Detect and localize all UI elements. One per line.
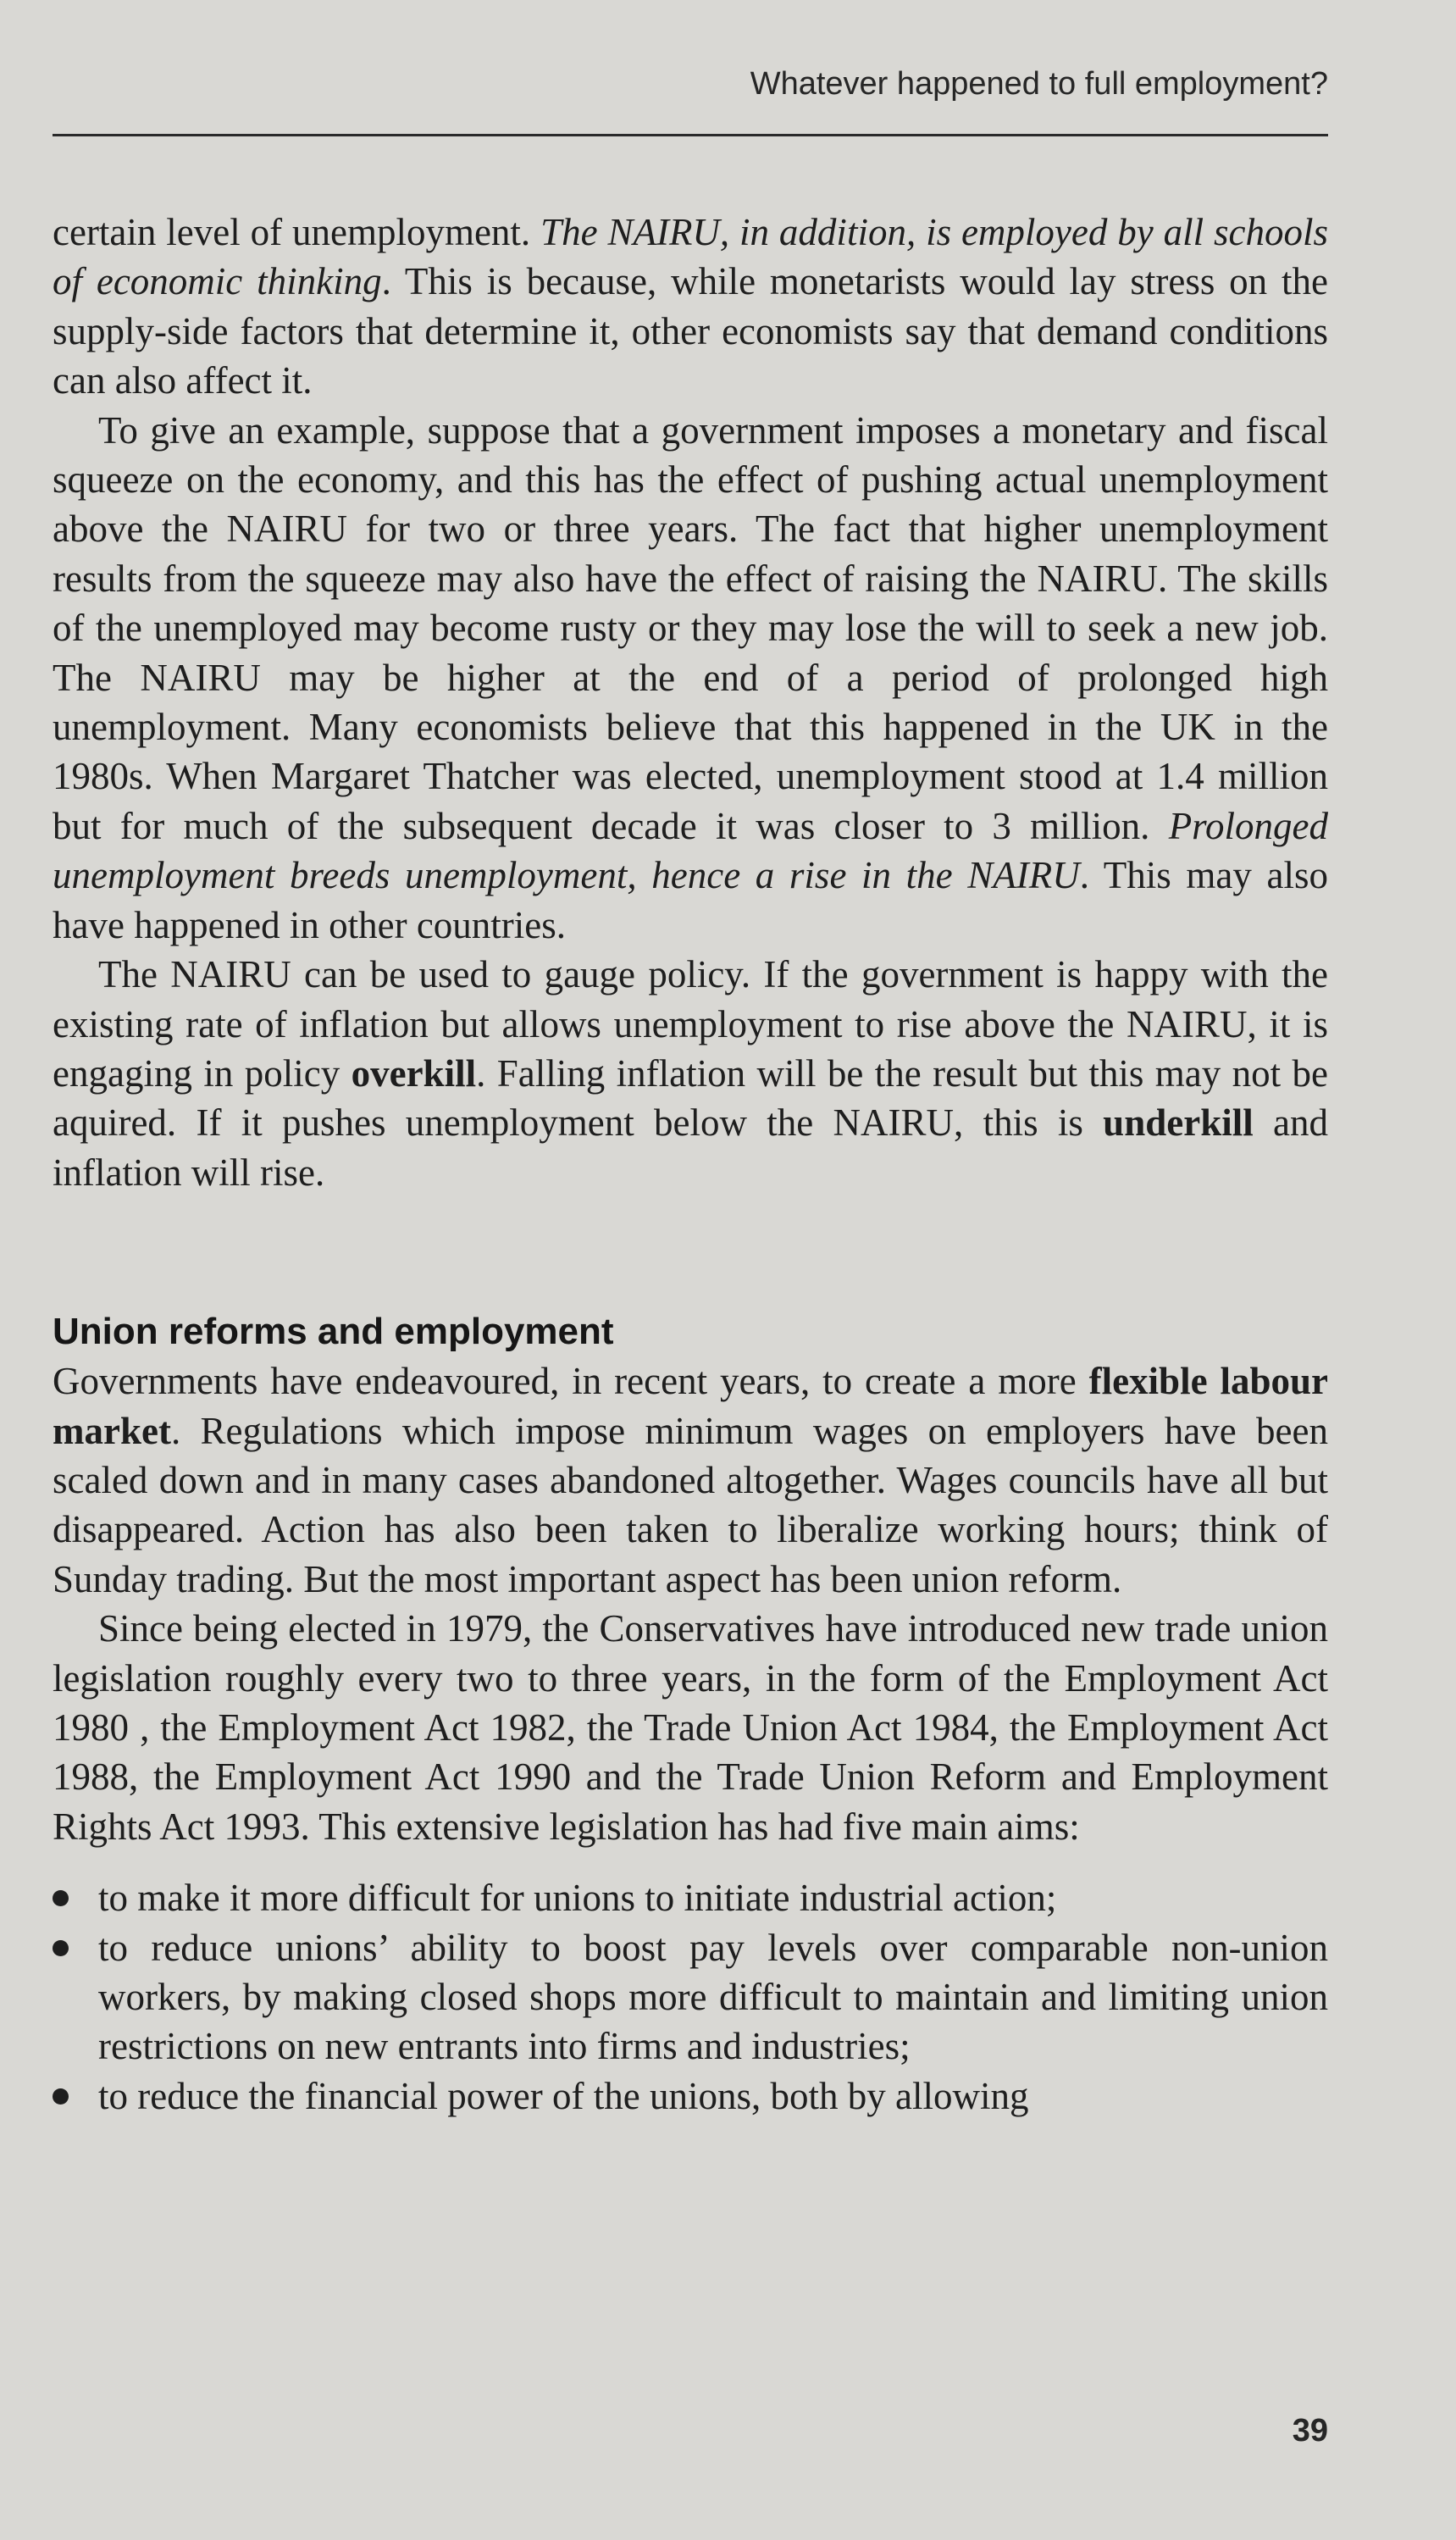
aims-bullet-list — [53, 1873, 1328, 2121]
italic-emphasis: Prolonged unemployment breeds unemployment, hence a rise in the NAIRU — [53, 804, 1328, 897]
bullet-icon — [53, 1890, 69, 1906]
text-run: . Falling inflation will be the result but this may not be aquired. If it pushes unemployment below the NAIRU, this is — [53, 1051, 1328, 1145]
text-run: . Regulations which impose minimum wages on employers have been scaled down and in many cases abandoned altogether. Wages councils have all but disappeared. Action has also been taken to liberalize working hours; think of Sunday trading. But the most important aspect has been union reform. — [53, 1409, 1328, 1600]
text-run: To give an example, suppose that a government imposes a monetary and fiscal squeeze on the economy, and this has the effect of pushing actual unemployment above the NAIRU for two or three years. The fact that higher unemployment results from the squeeze may also have the effect of raising the NAIRU. The skills of the unemployed may become rusty or they may lose the will to seek a new job. The NAIRU may be higher at the end of a period of prolonged high unemployment. Many economists believe that this happened in the UK in the 1980s. When Margaret Thatcher was elected, unemployment stood at 1.4 million but for much of the subsequent decade it was closer to 3 million. — [53, 408, 1328, 847]
text-run: . This may also have happened in other countries. — [53, 854, 1328, 946]
text-run: and inflation will rise. — [53, 1101, 1328, 1194]
list-item-text: to make it more difficult for unions to initiate industrial action; — [98, 1877, 1057, 1920]
paragraph-nairu-policy — [53, 950, 1328, 1197]
bullet-icon — [53, 2088, 69, 2105]
bold-term: overkill — [351, 1051, 477, 1095]
section-heading: Union reforms and employment — [53, 1311, 614, 1353]
text-run: Governments have endeavoured, in recent years, to create a more — [53, 1360, 1089, 1403]
list-item — [53, 2071, 1328, 2121]
paragraph-nairu-example — [53, 406, 1328, 950]
header-divider — [53, 134, 1328, 136]
list-item — [53, 1873, 1328, 1922]
text-run: Since being elected in 1979, the Conservatives have introduced new trade union legislation roughly every two to three years, in the form of the Employment Act 1980 , the Employment Act 1982, the Trade Union Act 1984, the Employment Act 1988, the Employment Act 1990 and the Trade Union Reform and Employment Rights Act 1993. This extensive legislation has had five main aims: — [53, 1607, 1328, 1848]
italic-emphasis: The NAIRU, in addition, is employed by all schools of economic thinking — [53, 211, 1328, 303]
text-run: The NAIRU can be used to gauge policy. If the government is happy with the existing rate of inflation but allows unemployment to rise above the NAIRU, it is engaging in policy — [53, 953, 1328, 1095]
paragraph-nairu-schools — [53, 208, 1328, 406]
paragraph-union-legislation — [53, 1604, 1328, 1851]
list-item-text: to reduce the financial power of the unions, both by allowing — [98, 2074, 1029, 2117]
paragraph-flexible-labour-market — [53, 1356, 1328, 1604]
bullet-icon — [53, 1940, 69, 1956]
running-header-title: Whatever happened to full employment? — [750, 66, 1328, 102]
text-run: certain level of unemployment. — [53, 211, 541, 253]
bold-term: underkill — [1103, 1101, 1254, 1145]
bold-term: flexible labour market — [53, 1360, 1328, 1452]
list-item — [53, 1923, 1328, 2071]
body-text — [53, 208, 1328, 2121]
page-number: 39 — [1292, 2413, 1328, 2448]
text-run: . This is because, while monetarists would lay stress on the supply-side factors that determine it, other economists say that demand conditions can also affect it. — [53, 260, 1329, 402]
list-item-text: to reduce unions’ ability to boost pay levels over comparable non-union workers, by making closed shops more difficult to maintain and limiting union restrictions on new entrants into firms and industries; — [98, 1926, 1328, 2068]
